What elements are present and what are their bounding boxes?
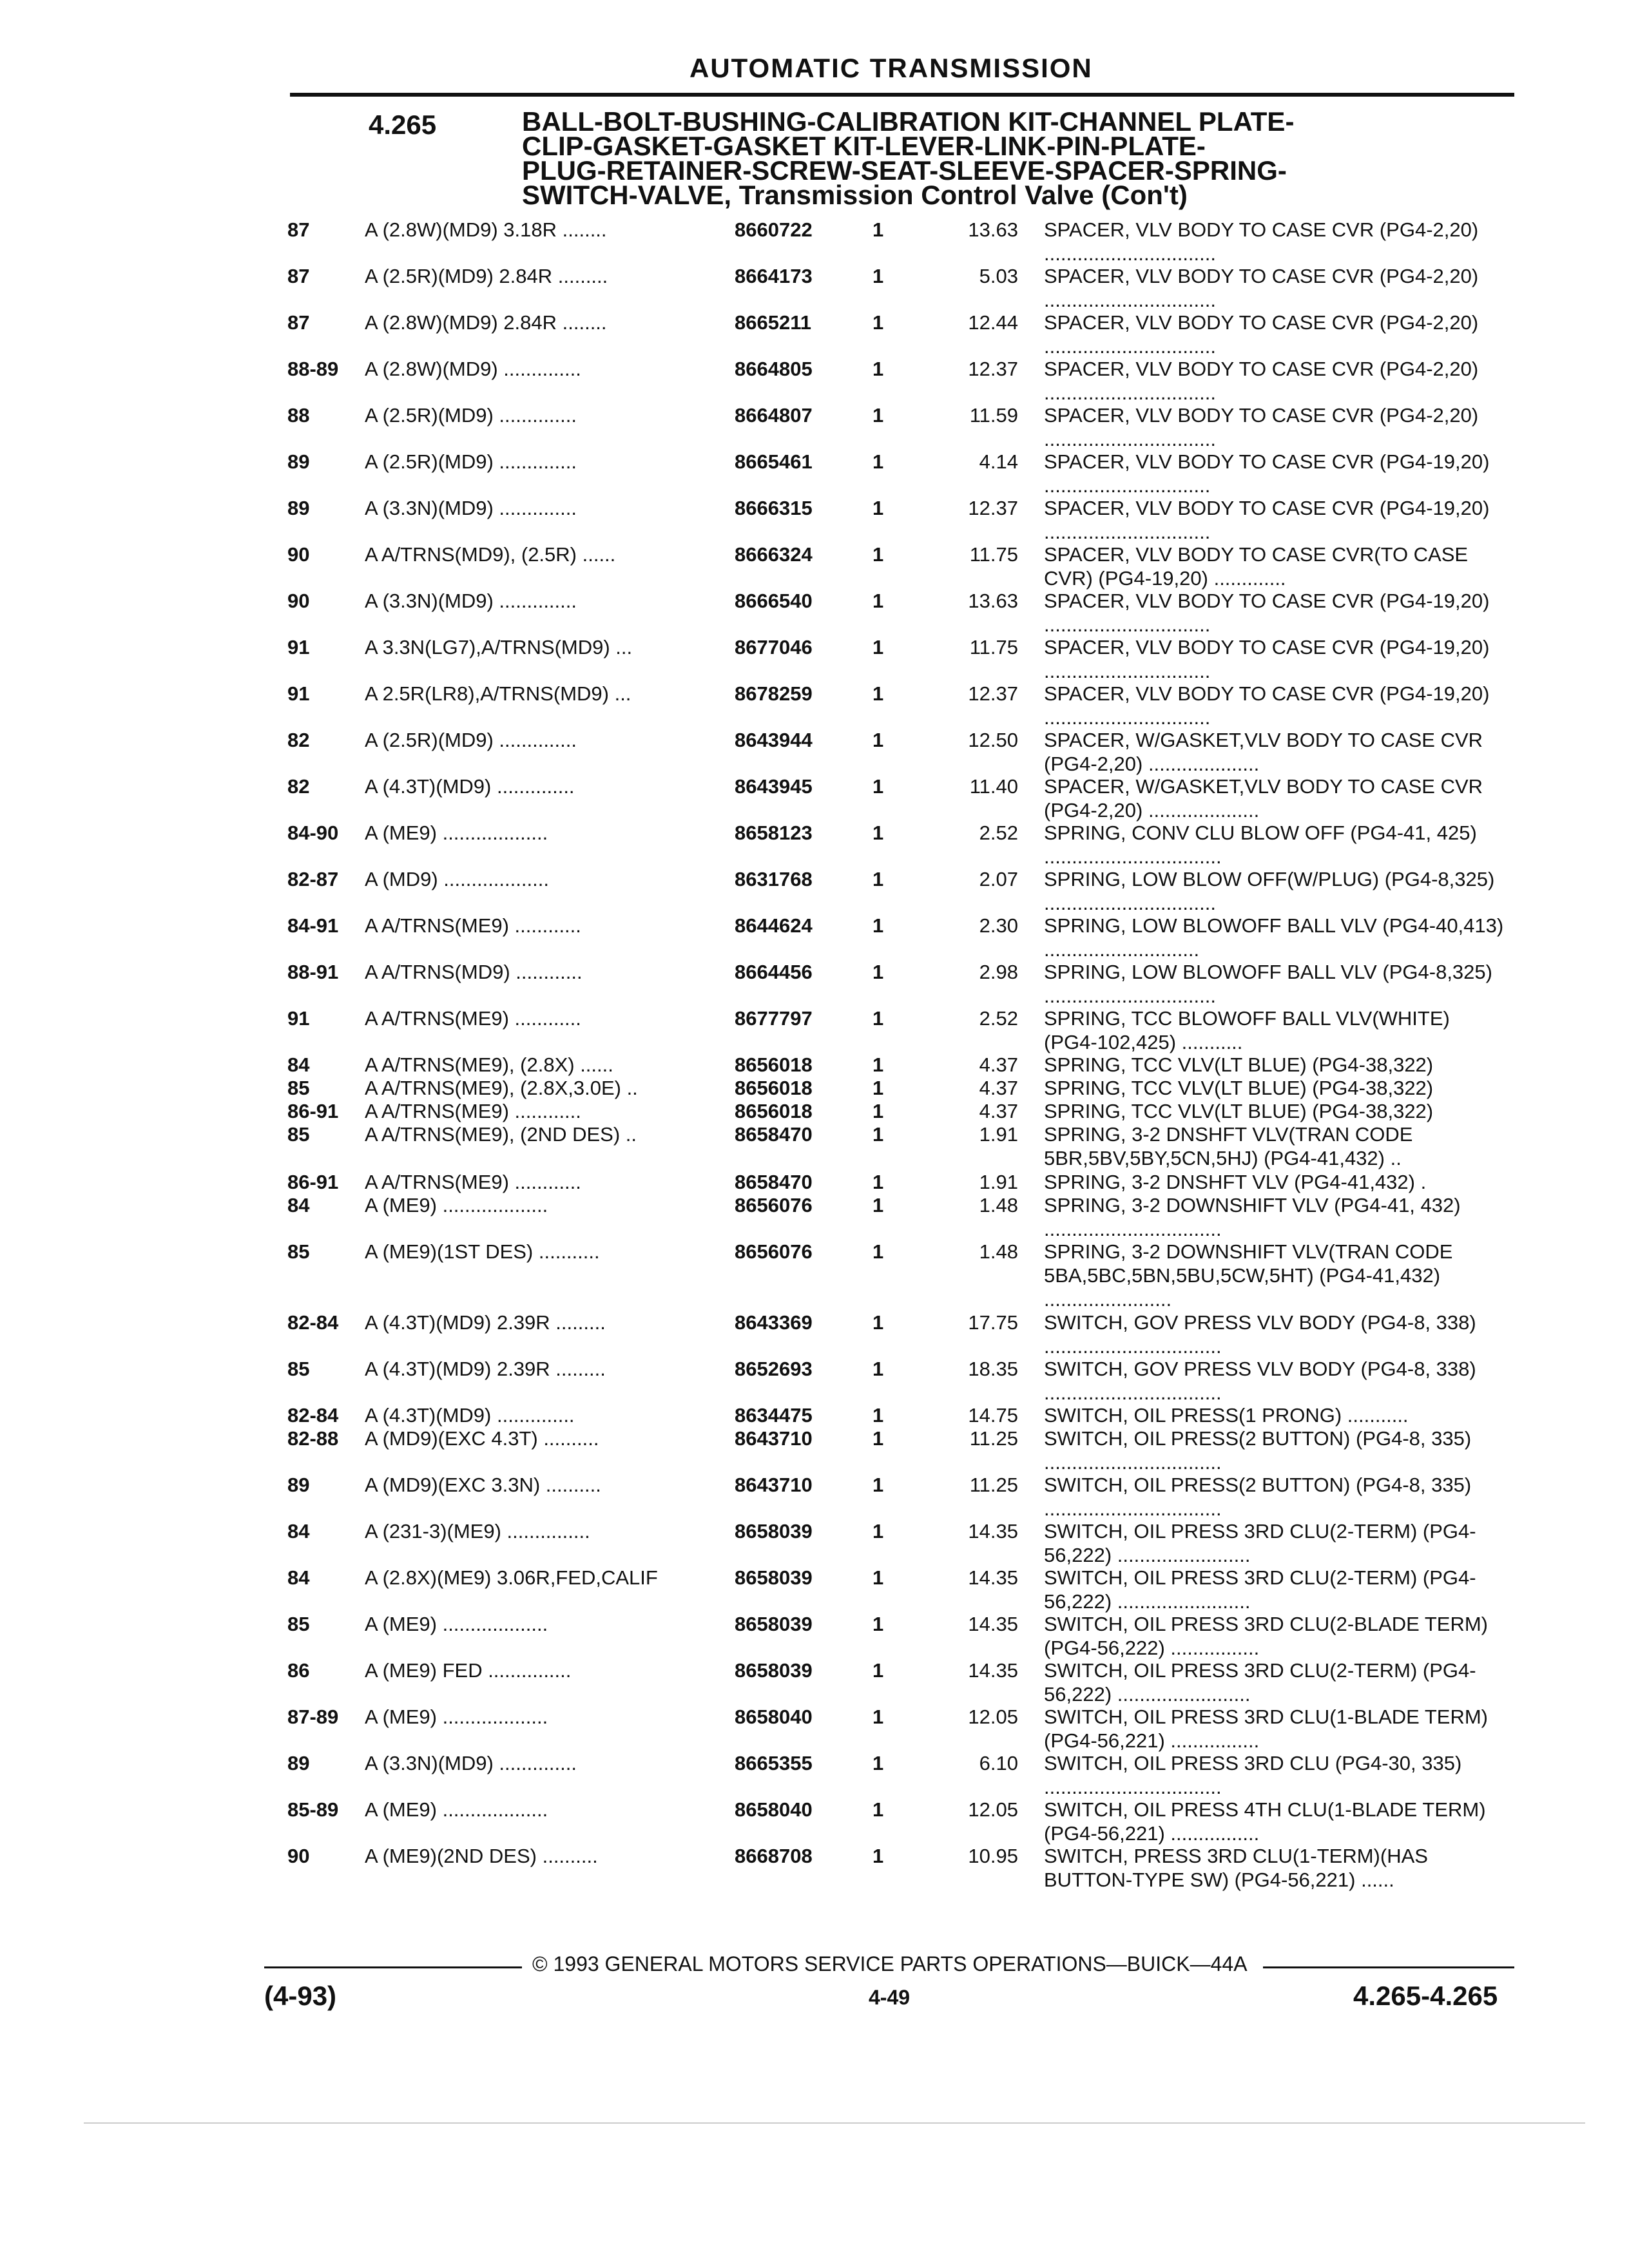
price: 13.63 [968, 590, 1018, 612]
description: SWITCH, OIL PRESS 4TH CLU(1-BLADE TERM) (PG4-56,221) ................ [1044, 1798, 1486, 1845]
application: A A/TRNS(ME9), (2ND DES) .. [365, 1123, 637, 1146]
description: SPRING, 3-2 DOWNSHIFT VLV(TRAN CODE 5BA,5BC,5BN,5BU,5CW,5HT) (PG4-41,432) ....................... [1044, 1240, 1453, 1311]
model-years: 89 [287, 1752, 310, 1774]
application: A (4.3T)(MD9) 2.39R ......... [365, 1358, 606, 1380]
footer-rule-right [1263, 1966, 1514, 1968]
quantity: 1 [872, 1053, 884, 1076]
section-title-line: BALL-BOLT-BUSHING-CALIBRATION KIT-CHANNEL PLATE- [522, 106, 1295, 137]
price: 4.37 [979, 1077, 1018, 1099]
price: 4.37 [979, 1053, 1018, 1076]
part-number: 8634475 [735, 1404, 813, 1427]
quantity: 1 [872, 1845, 884, 1867]
model-years: 88-89 [287, 358, 339, 380]
part-number: 8656018 [735, 1100, 813, 1122]
application: A A/TRNS(ME9), (2.8X) ...... [365, 1053, 613, 1076]
description: SWITCH, GOV PRESS VLV BODY (PG4-8, 338) ................................ [1044, 1311, 1476, 1358]
description: SPRING, 3-2 DOWNSHIFT VLV (PG4-41, 432) ................................ [1044, 1194, 1461, 1240]
model-years: 85 [287, 1077, 310, 1099]
description: SPACER, VLV BODY TO CASE CVR (PG4-2,20) ............................... [1044, 311, 1479, 358]
model-years: 90 [287, 543, 310, 566]
part-number: 8656018 [735, 1077, 813, 1099]
model-years: 87 [287, 218, 310, 241]
model-years: 84 [287, 1566, 310, 1589]
section-title-line: CLIP-GASKET-GASKET KIT-LEVER-LINK-PIN-PLATE- [522, 131, 1206, 161]
model-years: 86 [287, 1659, 310, 1682]
description: SPACER, VLV BODY TO CASE CVR (PG4-2,20) ............................... [1044, 218, 1479, 265]
application: A (ME9) ................... [365, 822, 548, 844]
description: SPRING, LOW BLOWOFF BALL VLV (PG4-8,325) ............................... [1044, 961, 1492, 1007]
price: 11.59 [969, 404, 1018, 427]
part-number: 8658039 [735, 1659, 813, 1682]
footer-copyright: © 1993 GENERAL MOTORS SERVICE PARTS OPERATIONS—BUICK—44A [532, 1952, 1248, 1975]
part-number: 8658039 [735, 1613, 813, 1635]
quantity: 1 [872, 729, 884, 751]
price: 13.63 [968, 218, 1018, 241]
price: 2.98 [979, 961, 1018, 983]
price: 12.37 [968, 358, 1018, 380]
description: SWITCH, PRESS 3RD CLU(1-TERM)(HAS BUTTON-TYPE SW) (PG4-56,221) ...... [1044, 1845, 1428, 1891]
price: 14.35 [968, 1520, 1018, 1542]
part-number: 8665461 [735, 450, 813, 473]
description: SPACER, VLV BODY TO CASE CVR (PG4-19,20) .............................. [1044, 450, 1490, 497]
quantity: 1 [872, 1171, 884, 1193]
application: A (2.5R)(MD9) 2.84R ......... [365, 265, 608, 287]
price: 4.37 [979, 1100, 1018, 1122]
application: A (2.8X)(ME9) 3.06R,FED,CALIF [365, 1566, 658, 1589]
description: SPRING, 3-2 DNSHFT VLV (PG4-41,432) . [1044, 1171, 1427, 1193]
part-number: 8665211 [735, 311, 811, 334]
part-number: 8668708 [735, 1845, 813, 1867]
description: SWITCH, OIL PRESS 3RD CLU(2-TERM) (PG4-56,222) ........................ [1044, 1659, 1476, 1706]
application: A (ME9)(1ST DES) ........... [365, 1240, 600, 1263]
application: A A/TRNS(ME9) ............ [365, 1007, 581, 1030]
model-years: 85 [287, 1123, 310, 1146]
application: A (MD9)(EXC 3.3N) .......... [365, 1474, 601, 1496]
application: A (ME9) ................... [365, 1613, 548, 1635]
quantity: 1 [872, 822, 884, 844]
description: SPRING, TCC VLV(LT BLUE) (PG4-38,322) [1044, 1077, 1434, 1099]
quantity: 1 [872, 358, 884, 380]
part-number: 8658040 [735, 1798, 813, 1821]
model-years: 84 [287, 1194, 310, 1216]
quantity: 1 [872, 1752, 884, 1774]
application: A (ME9) ................... [365, 1706, 548, 1728]
quantity: 1 [872, 1566, 884, 1589]
model-years: 85 [287, 1358, 310, 1380]
model-years: 89 [287, 497, 310, 519]
model-years: 84 [287, 1053, 310, 1076]
application: A (2.8W)(MD9) 2.84R ........ [365, 311, 607, 334]
model-years: 82-84 [287, 1311, 339, 1334]
application: A (ME9) ................... [365, 1194, 548, 1216]
quantity: 1 [872, 682, 884, 705]
price: 12.50 [968, 729, 1018, 751]
part-number: 8643710 [735, 1474, 813, 1496]
quantity: 1 [872, 590, 884, 612]
description: SPACER, W/GASKET,VLV BODY TO CASE CVR (PG4-2,20) .................... [1044, 729, 1483, 775]
application: A A/TRNS(MD9) ............ [365, 961, 583, 983]
description: SPACER, VLV BODY TO CASE CVR (PG4-19,20) .............................. [1044, 636, 1490, 682]
quantity: 1 [872, 914, 884, 937]
description: SWITCH, OIL PRESS 3RD CLU(2-TERM) (PG4-56,222) ........................ [1044, 1520, 1476, 1566]
application: A (2.5R)(MD9) .............. [365, 729, 577, 751]
description: SPACER, VLV BODY TO CASE CVR (PG4-2,20) ............................... [1044, 265, 1479, 311]
application: A (MD9) ................... [365, 868, 549, 890]
application: A A/TRNS(ME9) ............ [365, 1171, 581, 1193]
application: A (ME9) FED ............... [365, 1659, 572, 1682]
header-rule [290, 93, 1514, 97]
model-years: 91 [287, 682, 310, 705]
footer-section-range: 4.265-4.265 [1353, 1981, 1498, 2011]
description: SPACER, VLV BODY TO CASE CVR (PG4-19,20) .............................. [1044, 497, 1490, 543]
price: 11.25 [969, 1474, 1018, 1496]
price: 6.10 [979, 1752, 1018, 1774]
quantity: 1 [872, 497, 884, 519]
model-years: 87 [287, 311, 310, 334]
description: SWITCH, GOV PRESS VLV BODY (PG4-8, 338) ................................ [1044, 1358, 1476, 1404]
description: SWITCH, OIL PRESS 3RD CLU(2-TERM) (PG4-56,222) ........................ [1044, 1566, 1476, 1613]
part-number: 8658470 [735, 1123, 813, 1146]
application: A 3.3N(LG7),A/TRNS(MD9) ... [365, 636, 633, 658]
model-years: 87 [287, 265, 310, 287]
price: 10.95 [968, 1845, 1018, 1867]
quantity: 1 [872, 868, 884, 890]
price: 1.48 [979, 1194, 1018, 1216]
part-number: 8664805 [735, 358, 813, 380]
footer-date: (4-93) [264, 1981, 337, 2011]
model-years: 85 [287, 1240, 310, 1263]
description: SPRING, LOW BLOWOFF BALL VLV (PG4-40,413) ............................ [1044, 914, 1504, 961]
quantity: 1 [872, 636, 884, 658]
description: SPRING, 3-2 DNSHFT VLV(TRAN CODE 5BR,5BV,5BY,5CN,5HJ) (PG4-41,432) .. [1044, 1123, 1413, 1169]
part-number: 8656018 [735, 1053, 813, 1076]
quantity: 1 [872, 1007, 884, 1030]
price: 2.52 [979, 1007, 1018, 1030]
price: 12.05 [968, 1706, 1018, 1728]
price: 11.75 [969, 636, 1018, 658]
part-number: 8660722 [735, 218, 813, 241]
part-number: 8658039 [735, 1566, 813, 1589]
model-years: 84 [287, 1520, 310, 1542]
price: 2.30 [979, 914, 1018, 937]
description: SPACER, VLV BODY TO CASE CVR (PG4-2,20) ............................... [1044, 404, 1479, 450]
part-number: 8658123 [735, 822, 813, 844]
application: A (2.8W)(MD9) .............. [365, 358, 581, 380]
application: A A/TRNS(ME9) ............ [365, 1100, 581, 1122]
application: A (2.5R)(MD9) .............. [365, 404, 577, 427]
application: A (2.5R)(MD9) .............. [365, 450, 577, 473]
description: SPRING, TCC VLV(LT BLUE) (PG4-38,322) [1044, 1053, 1434, 1076]
description: SWITCH, OIL PRESS(1 PRONG) ........... [1044, 1404, 1409, 1427]
application: A (4.3T)(MD9) 2.39R ......... [365, 1311, 606, 1334]
price: 4.14 [979, 450, 1018, 473]
model-years: 91 [287, 636, 310, 658]
part-number: 8643710 [735, 1427, 813, 1450]
price: 2.52 [979, 822, 1018, 844]
price: 11.25 [969, 1427, 1018, 1450]
price: 1.48 [979, 1240, 1018, 1263]
model-years: 82 [287, 729, 310, 751]
part-number: 8678259 [735, 682, 813, 705]
model-years: 89 [287, 450, 310, 473]
application: A (3.3N)(MD9) .............. [365, 590, 577, 612]
description: SPRING, TCC VLV(LT BLUE) (PG4-38,322) [1044, 1100, 1434, 1122]
price: 11.75 [969, 543, 1018, 566]
model-years: 82-87 [287, 868, 339, 890]
section-number: 4.265 [369, 110, 437, 140]
price: 14.75 [968, 1404, 1018, 1427]
part-number: 8656076 [735, 1194, 813, 1216]
application: A (231-3)(ME9) ............... [365, 1520, 590, 1542]
description: SPACER, VLV BODY TO CASE CVR (PG4-2,20) ............................... [1044, 358, 1479, 404]
application: A (ME9)(2ND DES) .......... [365, 1845, 598, 1867]
application: A (3.3N)(MD9) .............. [365, 1752, 577, 1774]
application: A (MD9)(EXC 4.3T) .......... [365, 1427, 599, 1450]
part-number: 8664807 [735, 404, 813, 427]
quantity: 1 [872, 1194, 884, 1216]
model-years: 88 [287, 404, 310, 427]
part-number: 8677046 [735, 636, 813, 658]
price: 17.75 [968, 1311, 1018, 1334]
section-title-line: PLUG-RETAINER-SCREW-SEAT-SLEEVE-SPACER-SPRING- [522, 155, 1287, 186]
quantity: 1 [872, 961, 884, 983]
quantity: 1 [872, 775, 884, 798]
price: 1.91 [979, 1123, 1018, 1146]
quantity: 1 [872, 1520, 884, 1542]
part-number: 8665355 [735, 1752, 813, 1774]
description: SPACER, VLV BODY TO CASE CVR (PG4-19,20) .............................. [1044, 682, 1490, 729]
part-number: 8666540 [735, 590, 813, 612]
description: SWITCH, OIL PRESS(2 BUTTON) (PG4-8, 335) ................................ [1044, 1474, 1472, 1520]
price: 14.35 [968, 1659, 1018, 1682]
price: 12.37 [968, 682, 1018, 705]
model-years: 89 [287, 1474, 310, 1496]
price: 14.35 [968, 1566, 1018, 1589]
model-years: 82-88 [287, 1427, 339, 1450]
quantity: 1 [872, 1798, 884, 1821]
quantity: 1 [872, 1100, 884, 1122]
part-number: 8666315 [735, 497, 813, 519]
model-years: 90 [287, 590, 310, 612]
application: A (ME9) ................... [365, 1798, 548, 1821]
model-years: 86-91 [287, 1100, 339, 1122]
model-years: 87-89 [287, 1706, 339, 1728]
quantity: 1 [872, 1311, 884, 1334]
application: A A/TRNS(ME9) ............ [365, 914, 581, 937]
description: SPACER, VLV BODY TO CASE CVR (PG4-19,20) .............................. [1044, 590, 1490, 636]
application: A (3.3N)(MD9) .............. [365, 497, 577, 519]
section-title [522, 106, 1456, 210]
description: SWITCH, OIL PRESS 3RD CLU(1-BLADE TERM) (PG4-56,221) ................ [1044, 1706, 1489, 1752]
quantity: 1 [872, 1613, 884, 1635]
model-years: 85-89 [287, 1798, 339, 1821]
part-number: 8631768 [735, 868, 813, 890]
quantity: 1 [872, 1427, 884, 1450]
description: SPACER, W/GASKET,VLV BODY TO CASE CVR (PG4-2,20) .................... [1044, 775, 1483, 822]
part-number: 8664173 [735, 265, 813, 287]
part-number: 8666324 [735, 543, 813, 566]
description: SPACER, VLV BODY TO CASE CVR(TO CASE CVR) (PG4-19,20) ............. [1044, 543, 1469, 590]
model-years: 82 [287, 775, 310, 798]
part-number: 8658040 [735, 1706, 813, 1728]
price: 18.35 [968, 1358, 1018, 1380]
application: A 2.5R(LR8),A/TRNS(MD9) ... [365, 682, 631, 705]
description: SWITCH, OIL PRESS 3RD CLU (PG4-30, 335) ................................ [1044, 1752, 1462, 1798]
description: SPRING, LOW BLOW OFF(W/PLUG) (PG4-8,325) ............................... [1044, 868, 1495, 914]
description: SWITCH, OIL PRESS(2 BUTTON) (PG4-8, 335) ................................ [1044, 1427, 1472, 1474]
quantity: 1 [872, 404, 884, 427]
model-years: 84-90 [287, 822, 339, 844]
part-number: 8643944 [735, 729, 813, 751]
price: 11.40 [969, 775, 1018, 798]
model-years: 85 [287, 1613, 310, 1635]
quantity: 1 [872, 1474, 884, 1496]
quantity: 1 [872, 543, 884, 566]
scan-artifact-line [84, 2122, 1585, 2124]
price: 5.03 [979, 265, 1018, 287]
quantity: 1 [872, 1358, 884, 1380]
application: A (4.3T)(MD9) .............. [365, 1404, 575, 1427]
description: SPRING, CONV CLU BLOW OFF (PG4-41, 425) ................................ [1044, 822, 1477, 868]
application: A A/TRNS(MD9), (2.5R) ...... [365, 543, 616, 566]
application: A A/TRNS(ME9), (2.8X,3.0E) .. [365, 1077, 638, 1099]
model-years: 88-91 [287, 961, 339, 983]
quantity: 1 [872, 311, 884, 334]
description: SPRING, TCC BLOWOFF BALL VLV(WHITE) (PG4-102,425) ........... [1044, 1007, 1450, 1053]
price: 12.44 [968, 311, 1018, 334]
part-number: 8658470 [735, 1171, 813, 1193]
part-number: 8644624 [735, 914, 813, 937]
quantity: 1 [872, 1123, 884, 1146]
quantity: 1 [872, 1077, 884, 1099]
price: 14.35 [968, 1613, 1018, 1635]
footer-rule-left [264, 1966, 522, 1968]
part-number: 8664456 [735, 961, 813, 983]
quantity: 1 [872, 1706, 884, 1728]
quantity: 1 [872, 1240, 884, 1263]
quantity: 1 [872, 1659, 884, 1682]
price: 12.05 [968, 1798, 1018, 1821]
model-years: 90 [287, 1845, 310, 1867]
part-number: 8643945 [735, 775, 813, 798]
price: 12.37 [968, 497, 1018, 519]
model-years: 91 [287, 1007, 310, 1030]
quantity: 1 [872, 1404, 884, 1427]
quantity: 1 [872, 450, 884, 473]
price: 1.91 [979, 1171, 1018, 1193]
part-number: 8656076 [735, 1240, 813, 1263]
page-header-title: AUTOMATIC TRANSMISSION [689, 53, 1093, 83]
quantity: 1 [872, 218, 884, 241]
footer-page-number: 4-49 [869, 1986, 911, 2009]
part-number: 8658039 [735, 1520, 813, 1542]
model-years: 82-84 [287, 1404, 339, 1427]
description: SWITCH, OIL PRESS 3RD CLU(2-BLADE TERM) (PG4-56,222) ................ [1044, 1613, 1489, 1659]
model-years: 86-91 [287, 1171, 339, 1193]
application: A (4.3T)(MD9) .............. [365, 775, 575, 798]
model-years: 84-91 [287, 914, 339, 937]
section-title-line: SWITCH-VALVE, Transmission Control Valve (Con't) [522, 180, 1188, 210]
part-number: 8652693 [735, 1358, 813, 1380]
application: A (2.8W)(MD9) 3.18R ........ [365, 218, 607, 241]
part-number: 8677797 [735, 1007, 813, 1030]
price: 2.07 [979, 868, 1018, 890]
quantity: 1 [872, 265, 884, 287]
part-number: 8643369 [735, 1311, 813, 1334]
